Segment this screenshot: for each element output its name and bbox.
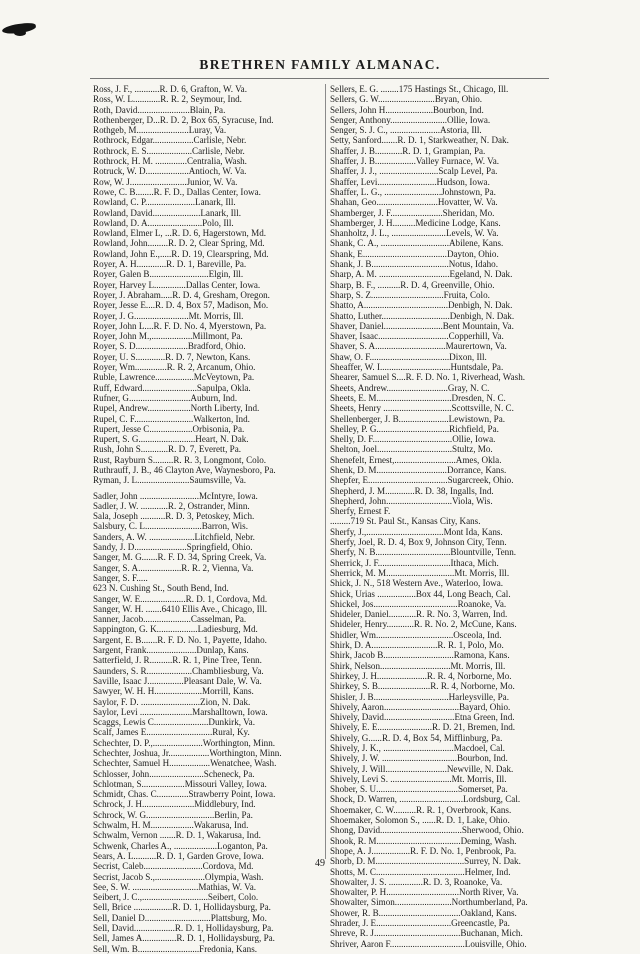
directory-entry: Sanner, Jacob.....................Casselman, Pa. <box>93 614 247 625</box>
directory-entry: Royer, J. G........................Mt. Morris, Ill. <box>93 310 244 321</box>
directory-entry: Shoemaker, C. W..........R. R. 1, Overbrook, Kans. <box>330 804 512 815</box>
directory-entry: Sheaffer, W. I...............................Huntsdale, Pa. <box>330 362 504 373</box>
directory-entry: Royer, John L....R. F. D. No. 4, Myerstown, Pa. <box>93 320 267 331</box>
directory-entry: Royer, Harvey L..............Dallas Center, Iowa. <box>93 279 261 290</box>
directory-entry: Rufner, G...........................Auburn, Ind. <box>93 392 238 403</box>
page-number: 49 <box>315 858 325 869</box>
directory-entry: Rowland, C. P......................Lanark, Ill. <box>93 197 236 208</box>
directory-entry: Sharp, A. M. ...............................Egeland, N. Dak. <box>330 269 513 280</box>
directory-entry: Sell, Brice .................R. D. 1, Hollidaysburg, Pa. <box>93 902 271 913</box>
directory-entry: Rowland, John E.,.....R. D. 19, Clearspring, Md. <box>93 248 269 259</box>
directory-entry: Shively, David...............................Etna Green, Ind. <box>330 712 515 723</box>
directory-entry: Rupel, C. F..........................Walkerton, Ind. <box>93 413 250 424</box>
directory-entry: Rowland, David.....................Lanark, Ill. <box>93 207 241 218</box>
directory-entry: Shoemaker, Solomon S., ......R. D. 1, Lake, Ohio. <box>330 815 510 826</box>
directory-entry: .........719 St. Paul St., Kansas City, Kans. <box>330 516 481 527</box>
directory-entry: Setty, Sanford.......R. D. 1, Starkweather, N. Dak. <box>330 135 509 146</box>
directory-entry: Sandy, J. D.......................Springfield, Ohio. <box>93 542 253 553</box>
directory-entry: Shock, D. Warren, ............................Lordsburg, Cal. <box>330 794 521 805</box>
directory-entry: Rothrock, E. S....................Carlisle, Nebr. <box>93 145 245 156</box>
directory-entry: Shepherd, John.............................Viola, Wis. <box>330 495 493 506</box>
directory-entry: Sanger, W. H. .......6410 Ellis Ave., Chicago, Ill. <box>93 603 268 614</box>
directory-entry: Sanger, S. A...................R. R. 2, Vienna, Va. <box>93 562 254 573</box>
directory-entry: Schrock, J. H.......................Middlebury, Ind. <box>93 799 256 810</box>
directory-entry: Shrader, J. E.................................Greencastle, Pa. <box>330 918 510 929</box>
directory-entry: Sears, A. L..........R. D. 1, Garden Grove, Iowa. <box>93 850 264 861</box>
directory-entry: Senger, Anthony.........................Ollie, Iowa. <box>330 114 491 125</box>
directory-entry: Royer, A. H.............R. D. 1, Bareville, Pa. <box>93 259 247 270</box>
directory-entry: Schechter, D. P.,......................Worthington, Minn. <box>93 737 276 748</box>
directory-entry: Sanger, M. G.......R. F. D. 34, Spring Creek, Va. <box>93 552 267 563</box>
directory-entry: Royer, Galen B..........................Elgin, Ill. <box>93 269 244 280</box>
directory-entry: Schlosser, John........................Scheneck, Pa. <box>93 768 255 779</box>
directory-entry: 623 N. Cushing St., South Bend, Ind. <box>93 583 229 594</box>
directory-entry: Rupert, S. G.........................Heart, N. Dak. <box>93 434 249 445</box>
directory-entry: Shorb, D. M.......................................Surrey, N. Dak. <box>330 856 521 867</box>
directory-entry: Rowe, C. B........R. F. D., Dallas Center, Iowa. <box>93 186 261 197</box>
directory-entry: Shatto, A.....................................Denbigh, N. Dak. <box>330 300 513 311</box>
directory-entry: Royer, John M.,..................Millmont, Pa. <box>93 331 243 342</box>
directory-entry: Sanger, W. E....................R. D. 1, Cordova, Md. <box>93 593 268 604</box>
directory-entry: Shahan, Geo...........................Hovatter, W. Va. <box>330 197 498 208</box>
directory-entry: Scalf, James E.............................Rural, Ky. <box>93 727 250 738</box>
directory-entry: Shick, Urias .................Box 44, Long Beach, Cal. <box>330 588 511 599</box>
directory-entry: Schwalm, Vernon .......R. D. 1, Wakarusa, Ind. <box>93 830 261 841</box>
directory-entry: Shepherd, J. M.............R. D. 38, Ingalls, Ind. <box>330 485 494 496</box>
directory-entry: Schechter, Samuel H..................Wenatchee, Wash. <box>93 758 277 769</box>
directory-entry: Ryman, J. L.......................Saumsville, Va. <box>93 475 247 486</box>
directory-entry: Row, W. J.........................Junior, W. Va. <box>93 176 238 187</box>
directory-entry: Sadler, J. W. ............R. 2, Ostrander, Minn. <box>93 500 250 511</box>
directory-entry: Shotts, M. C.......................................Helmer, Ind. <box>330 866 511 877</box>
directory-entry: Senger, S. J. C., ......................Astoria, Ill. <box>330 125 482 136</box>
directory-entry: Shanholtz, J. L., ........................Levels, W. Va. <box>330 228 499 239</box>
directory-entry: Sell, David..................R. D. 1, Hollidaysburg, Pa. <box>93 923 274 934</box>
directory-entry: Schlotman, S...................Missouri Valley, Iowa. <box>93 778 267 789</box>
directory-entry: Shaver, S. A...............................Maurertown, Va. <box>330 341 507 352</box>
directory-entry: Saunders, S. R....................Chambliesburg, Va. <box>93 665 264 676</box>
directory-entry: Secrist, Jacob S.,......................Olympia, Wash. <box>93 871 264 882</box>
directory-entry: Rothenberger, D...R. D. 2, Box 65, Syracuse, Ind. <box>93 114 274 125</box>
directory-entry: Ruble, Lawrence.................McVeytown, Pa. <box>93 372 255 383</box>
directory-entry: Shamberger, J. H..........Medicine Lodge, Kans. <box>330 217 501 228</box>
page-title: BRETHREN FAMILY ALMANAC. <box>199 57 441 72</box>
directory-entry: Shank, E.....................................Dayton, Ohio. <box>330 248 499 259</box>
left-column <box>93 84 325 954</box>
directory-entry: Shirkey, S. B.......................R. R. 4, Norborne, Mo. <box>330 681 515 692</box>
directory-entry: Shively, J. K., ...............................Macdoel, Cal. <box>330 743 505 753</box>
directory-entry: Scaggs, Lewis C........................Dunkirk, Va. <box>93 717 255 728</box>
directory-entry: Ruff, Edward........................Sapulpa, Okla. <box>93 382 251 393</box>
directory-entry: Schrock, W. G..............................Berlin, Pa. <box>93 809 253 820</box>
directory-entry: Sanger, S. F..... <box>93 572 148 583</box>
directory-entry: Shively, Levi S. ...........................Mt. Morris, Ill. <box>330 773 507 784</box>
directory-entry: Shively, J. Will...........................Newville, N. Dak. <box>330 763 514 774</box>
directory-entry: Royer, S. D.......................Bradford, Ohio. <box>93 341 246 352</box>
directory-entry: Shreve, R. J......................................Buchanan, Mich. <box>330 928 523 939</box>
directory-entry: Sadler, John ..........................McIntyre, Iowa. <box>93 490 258 501</box>
directory-entry: Shober, S. U....................................Somerset, Pa. <box>330 784 508 795</box>
directory-entry: Sheets, Andrew...........................Gray, N. C. <box>330 382 490 393</box>
directory-entry: Ross, W. L............R. R. 2, Seymour, Ind. <box>93 94 242 105</box>
directory-entry: Sell, James A...............R. D. 1, Hollidaysburg, Pa. <box>93 933 275 944</box>
directory-entry: Royer, U. S.............R. D. 7, Newton, Kans. <box>93 351 251 362</box>
directory-entry: Shank, J. B..................................Notus, Idaho. <box>330 259 498 270</box>
directory-entry: Sherfy, J.,..................................Mont Ida, Kans. <box>330 526 503 537</box>
directory-entry: Schechter, Joshua, Jr..................Worthington, Minn. <box>93 748 282 758</box>
directory-entry: Secrist, Caleb..........................Cordova, Md. <box>93 861 254 872</box>
directory-entry: Sargent, Frank......................Dunlap, Kans. <box>93 645 249 656</box>
directory-entry: Rowland, John.........R. D. 2, Clear Spring, Md. <box>93 238 265 249</box>
directory-entry: Ross, J. F., ...........R. D. 6, Grafton, W. Va. <box>93 84 247 94</box>
directory-entry: Sherrick, M. M..............................Mt. Morris, Ill. <box>330 567 510 578</box>
directory-entry: Roth, David.......................Blain, Pa. <box>93 104 226 115</box>
directory-entry: Royer, Jesse E....R. D. 4, Box 57, Madison, Mo. <box>93 300 269 311</box>
directory-entry: Showalter, Simon.........................Northumberland, Pa. <box>330 897 528 908</box>
directory-entry: Rotruck, W. D...................Antioch, W. Va. <box>93 166 247 177</box>
directory-entry: Shaver, Isaac...............................Copperhill, Va. <box>330 331 504 342</box>
directory-entry: Shank, C. A., ..............................Abilene, Kans. <box>330 238 504 249</box>
ink-blot-drip <box>14 30 26 36</box>
directory-entry: Saylor, F. D. ..........................Zion, N. Dak. <box>93 696 251 707</box>
directory-entry: Rothrock, Edgar..................Carlisle, Nebr. <box>93 135 247 146</box>
directory-entry: Shower, R. B....................................Oakland, Kans. <box>330 907 517 918</box>
directory-entry: Rothrock, H. M. ..............Centralia, Wash. <box>93 156 247 167</box>
directory-entry: Sherfy, Ernest F. <box>330 506 391 517</box>
directory-entry: Rothgeb, M.......................Luray, Va. <box>93 125 227 136</box>
directory-entry: Sala, Joseph ...........R. D. 3, Petoskey, Mich. <box>93 511 255 522</box>
directory-entry: Royer, Wm..............R. R. 2, Arcanum, Ohio. <box>93 362 256 373</box>
directory-entry: Sellers, John H.....................Bourbon, Ind. <box>330 104 484 115</box>
directory-entry: Satterfield, J. R..........R. R. 1, Pine Tree, Tenn. <box>93 655 262 666</box>
directory-entry: Shaw, O. F...................................Dixon, Ill. <box>330 351 487 362</box>
directory-entry: Shenefelt, Ernest,...........................Ames, Okla. <box>330 454 502 465</box>
directory-entry: Saville, Isaac J................Pleasant Dale, W. Va. <box>93 675 262 686</box>
directory-entry: Shideler, Henry............R. R. No. 2, McCune, Kans. <box>330 619 517 630</box>
directory-entry: Sellers, G. W.........................Bryan, Ohio. <box>330 94 483 105</box>
directory-entry: Sell, Wm. B...........................Fredonia, Kans. <box>93 943 258 954</box>
directory-entry: Seibert, J. C.,.............................Seibert, Colo. <box>93 892 259 903</box>
directory-entry: Shope, A. J.................R. F. D. No. 1, Penbrook, Pa. <box>330 845 517 856</box>
directory-entry: Shaffer, J. B............R. D. 1, Grampian, Pa. <box>330 145 486 156</box>
directory-entry: Shenk, D. M...............................Dorrance, Kans. <box>330 464 507 475</box>
directory-entry: Shearer, Samuel S....R. F. D. No. 1, Riverhead, Wash. <box>330 372 526 383</box>
directory-entry: Shriver, Aaron F.................................Louisville, Ohio. <box>330 938 527 949</box>
directory-entry: Shong, David....................................Sherwood, Ohio. <box>330 825 524 836</box>
header-rule <box>90 78 549 79</box>
directory-entry: Shelley, P. G................................Richfield, Pa. <box>330 423 499 434</box>
directory-entry: Shamberger, J. F.......................Sheridan, Mo. <box>330 207 495 218</box>
directory-entry: Sell, Daniel D.............................Plattsburg, Mo. <box>93 912 267 923</box>
directory-entry: Shidler, Wm..................................Osceola, Ind. <box>330 629 502 640</box>
directory-entry: Shook, R. M.....................................Deming, Wash. <box>330 835 517 846</box>
directory-entry: Shively, Aaron.................................Bayard, Ohio. <box>330 701 511 712</box>
directory-entry: Rush, John S............R. D. 7, Everett, Pa. <box>93 444 242 455</box>
directory-entry: Shirk, Nelson...............................Mt. Morris, Ill. <box>330 660 506 671</box>
directory-entry: Sellers, E. G. ........175 Hastings St., Chicago, Ill. <box>330 84 509 94</box>
directory-entry: Rupel, Andrew...................North Liberty, Ind. <box>93 403 260 414</box>
directory-entry: Shaver, Daniel..........................Bent Mountain, Va. <box>330 320 514 331</box>
directory-entry: Rowland, Elmer L, ...R. D. 6, Hagerstown, Md. <box>93 228 267 239</box>
directory-entry: Shatto, Luther..............................Denbigh, N. Dak. <box>330 310 515 321</box>
column-divider <box>325 84 326 859</box>
directory-entry: See, S. W. .............................Mathias, W. Va. <box>93 881 257 892</box>
directory-entry: Sherrick, J. F................................Ithaca, Mich. <box>330 557 499 568</box>
directory-entry: Schmidt, Chas. C..............Strawberry Point, Iowa. <box>93 789 276 800</box>
directory-entry: Rust, Rayburn S.........R. R. 3, Longmont, Colo. <box>93 454 267 465</box>
directory-entry: Sharp, B. F., ..........R. D. 4, Greenville, Ohio. <box>330 279 495 290</box>
directory-entry: Schwenk, Charles A., ...................Loganton, Pa. <box>93 840 268 851</box>
right-column <box>330 84 562 949</box>
directory-entry: Shelly, D. F...................................Ollie, Iowa. <box>330 434 496 445</box>
directory-entry: Shively, G......R. D. 4, Box 54, Mifflinburg, Pa. <box>330 732 503 743</box>
directory-entry: Rupert, Jesse C...................Orbisonia, Pa. <box>93 423 245 434</box>
directory-entry: Shideler, Daniel............R. R. No. 3, Warren, Ind. <box>330 609 508 620</box>
directory-entry: Shaffer, L. G., .........................Johnstown, Pa. <box>330 186 496 197</box>
directory-entry: Shick, J. N., 518 Western Ave., Waterloo, Iowa. <box>330 578 504 589</box>
directory-entry: Showalter, P. H................................North River, Va. <box>330 887 519 898</box>
directory-entry: Shickel, Jos.....................................Roanoke, Va. <box>330 598 507 609</box>
directory-entry: Shively, E. E........................R. D. 21, Bremen, Ind. <box>330 722 516 733</box>
directory-entry: Sanders, A. W. ....................Litchfield, Nebr. <box>93 531 255 542</box>
directory-entry: Sheets, Henry ..............................Scottsville, N. C. <box>330 403 514 414</box>
directory-entry: Shepfer, E...................................Sugarcreek, Ohio. <box>330 475 514 486</box>
directory-entry: Ruthrauff, J. B., 46 Clayton Ave, Waynesboro, Pa. <box>93 464 276 475</box>
directory-entry: Shively, J. W. .................................Bourbon, Ind. <box>330 753 508 764</box>
directory-entry: Shaffer, J. J., ..........................Scalp Level, Pa. <box>330 166 498 177</box>
directory-entry: Shirk, Jacob B...............................Ramona, Kans. <box>330 650 510 661</box>
directory-entry: Royer, J. Abraham.....R. D. 4, Gresham, Oregon. <box>93 289 270 300</box>
directory-entry: Rowland, D. A........................Polo, Ill. <box>93 217 234 228</box>
directory-entry: Sargent, E. B.......R. F. D. No. 1, Payette, Idaho. <box>93 634 267 645</box>
directory-entry: Schwalm, H. M...................Wakarusa, Ind. <box>93 820 249 831</box>
directory-entry: Saylor, Levi .......................Marshalltown, Iowa. <box>93 706 268 717</box>
directory-entry: Sawyer, W. H. H.....................Morrill, Kans. <box>93 686 254 697</box>
directory-entry: Shisler, J. B.................................Harleysville, Pa. <box>330 691 509 702</box>
directory-entry: Shaffer, J. B..................Valley Furnace, W. Va. <box>330 156 500 167</box>
directory-entry: Shaffer, Levi..........................Hudson, Iowa. <box>330 176 490 187</box>
directory-entry: Sheets, E. M.................................Dresden, N. C. <box>330 392 506 403</box>
directory-entry: Sappington, G. K..................Ladiesburg, Md. <box>93 624 258 635</box>
directory-entry: Showalter, J. S. ...............R. D. 3, Roanoke, Va. <box>330 876 503 887</box>
directory-entry: Shirk, D. A.............................R. R. 1, Polo, Mo. <box>330 640 504 651</box>
directory-entry: Sherfy, N. B.................................Blountville, Tenn. <box>330 547 517 558</box>
directory-entry: Salsbury, C. L.........................Barron, Wis. <box>93 521 248 532</box>
directory-entry: Sharp, S. Z................................Fruita, Colo. <box>330 289 490 300</box>
directory-entry: Sherfy, Joel, R. D. 4, Box 9, Johnson City, Tenn. <box>330 537 507 548</box>
directory-entry: Shellenberger, J. B......................Lewistown, Pa. <box>330 413 506 424</box>
directory-entry: Shelton, Joel.................................Stultz, Mo. <box>330 444 493 455</box>
directory-entry: Shirkey, J. H......................R. R. 4, Norborne, Mo. <box>330 670 512 681</box>
